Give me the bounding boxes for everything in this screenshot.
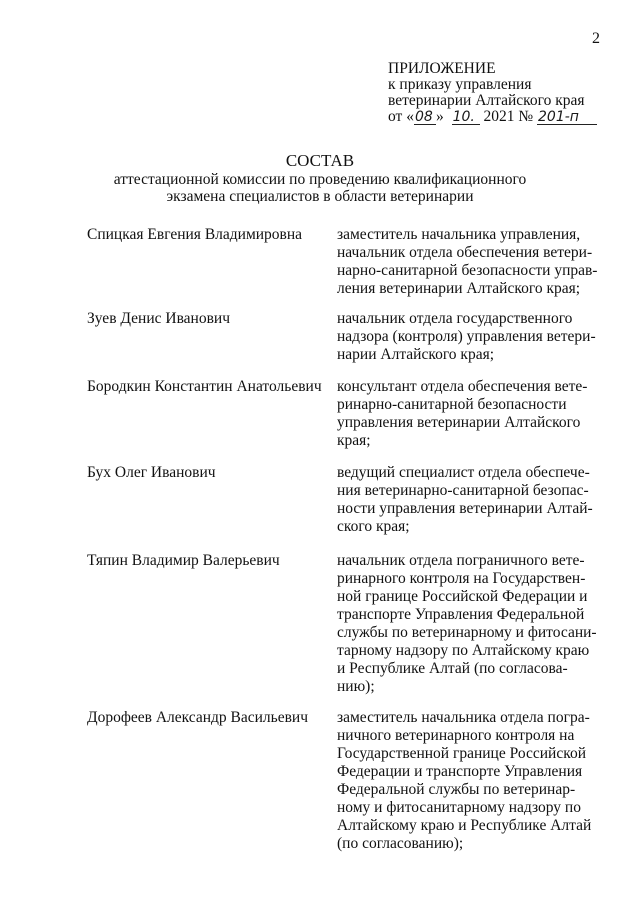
role-line: ной границе Российской Федерации и [337, 588, 588, 605]
role-line: нарии Алтайского края; [337, 346, 495, 363]
role-line: края; [337, 432, 371, 449]
role-line: ского края; [337, 518, 410, 535]
role-line: Федеральной службы по ветеринар- [337, 781, 576, 798]
role-line: начальник отдела государственного [337, 310, 573, 327]
document-heading [0, 151, 640, 205]
role-line: надзора (контроля) управления ветери- [337, 328, 596, 345]
date-year-number: 2021 № [483, 108, 534, 125]
role-line: управления ветеринарии Алтайского [337, 414, 581, 431]
role-line: и Республике Алтай (по согласова- [337, 660, 568, 677]
member-role [337, 310, 603, 364]
role-line: транспорте Управления Федеральной [337, 606, 585, 623]
role-line: Государственной границе Российской [337, 745, 586, 762]
page-number: 2 [592, 30, 600, 47]
role-line: нию); [337, 678, 375, 695]
appendix-line-2: ветеринарии Алтайского края [388, 92, 585, 109]
date-prefix: от « [388, 108, 414, 125]
role-line: заместитель начальника отдела погра- [337, 709, 590, 726]
role-line: начальник отдела обеспечения ветери- [337, 244, 593, 261]
role-line: ному и фитосанитарному надзору по [337, 799, 581, 816]
document-title: СОСТАВ [285, 151, 355, 170]
member-role [337, 464, 603, 536]
appendix-block [388, 61, 597, 125]
appendix-date-line [388, 109, 597, 125]
role-line: ния ветеринарно-санитарной безопас- [337, 482, 589, 499]
role-line: ведущий специалист отдела обеспече- [337, 464, 590, 481]
role-line: ления ветеринарии Алтайского края; [337, 280, 581, 297]
date-day-close: » [435, 108, 444, 125]
handwritten-order-number: 201-п [537, 111, 597, 125]
appendix-title: ПРИЛОЖЕНИЕ [388, 60, 496, 77]
member-role [337, 552, 603, 696]
member-name: Бородкин Константин Анатольевич [87, 378, 322, 395]
member-role [337, 378, 603, 450]
role-line: ничного ветеринарного контроля на [337, 727, 575, 744]
member-name: Зуев Денис Иванович [87, 310, 231, 327]
member-role [337, 709, 603, 853]
document-subtitle-line-1: аттестационной комиссии по проведению квалификационного [113, 171, 527, 188]
role-line: ринарного контроля на Государствен- [337, 570, 586, 587]
role-line: тарному надзору по Алтайскому краю [337, 642, 590, 659]
member-name: Тяпин Владимир Валерьевич [87, 552, 280, 569]
role-line: консультант отдела обеспечения вете- [337, 378, 588, 395]
role-line: ности управления ветеринарии Алтай- [337, 500, 593, 517]
role-line: (по согласованию); [337, 835, 464, 852]
role-line: начальник отдела пограничного вете- [337, 552, 585, 569]
member-role [337, 226, 603, 298]
member-name: Спицкая Евгения Владимировна [87, 226, 303, 243]
role-line: Алтайскому краю и Республике Алтай [337, 817, 592, 834]
role-line: службы по ветеринарному и фитосани- [337, 624, 597, 641]
role-line: ринарно-санитарной безопасности [337, 396, 567, 413]
role-line: нарно-санитарной безопасности управ- [337, 262, 598, 279]
role-line: заместитель начальника управления, [337, 226, 581, 243]
appendix-line-1: к приказу управления [388, 76, 532, 93]
role-line: Федерации и транспорте Управления [337, 763, 583, 780]
handwritten-day: 08 [414, 111, 436, 125]
handwritten-month: 10. [452, 111, 480, 125]
member-name: Дорофеев Александр Васильевич [87, 709, 309, 726]
document-subtitle-line-2: экзамена специалистов в области ветеринарии [166, 188, 474, 205]
member-name: Бух Олег Иванович [87, 464, 216, 481]
